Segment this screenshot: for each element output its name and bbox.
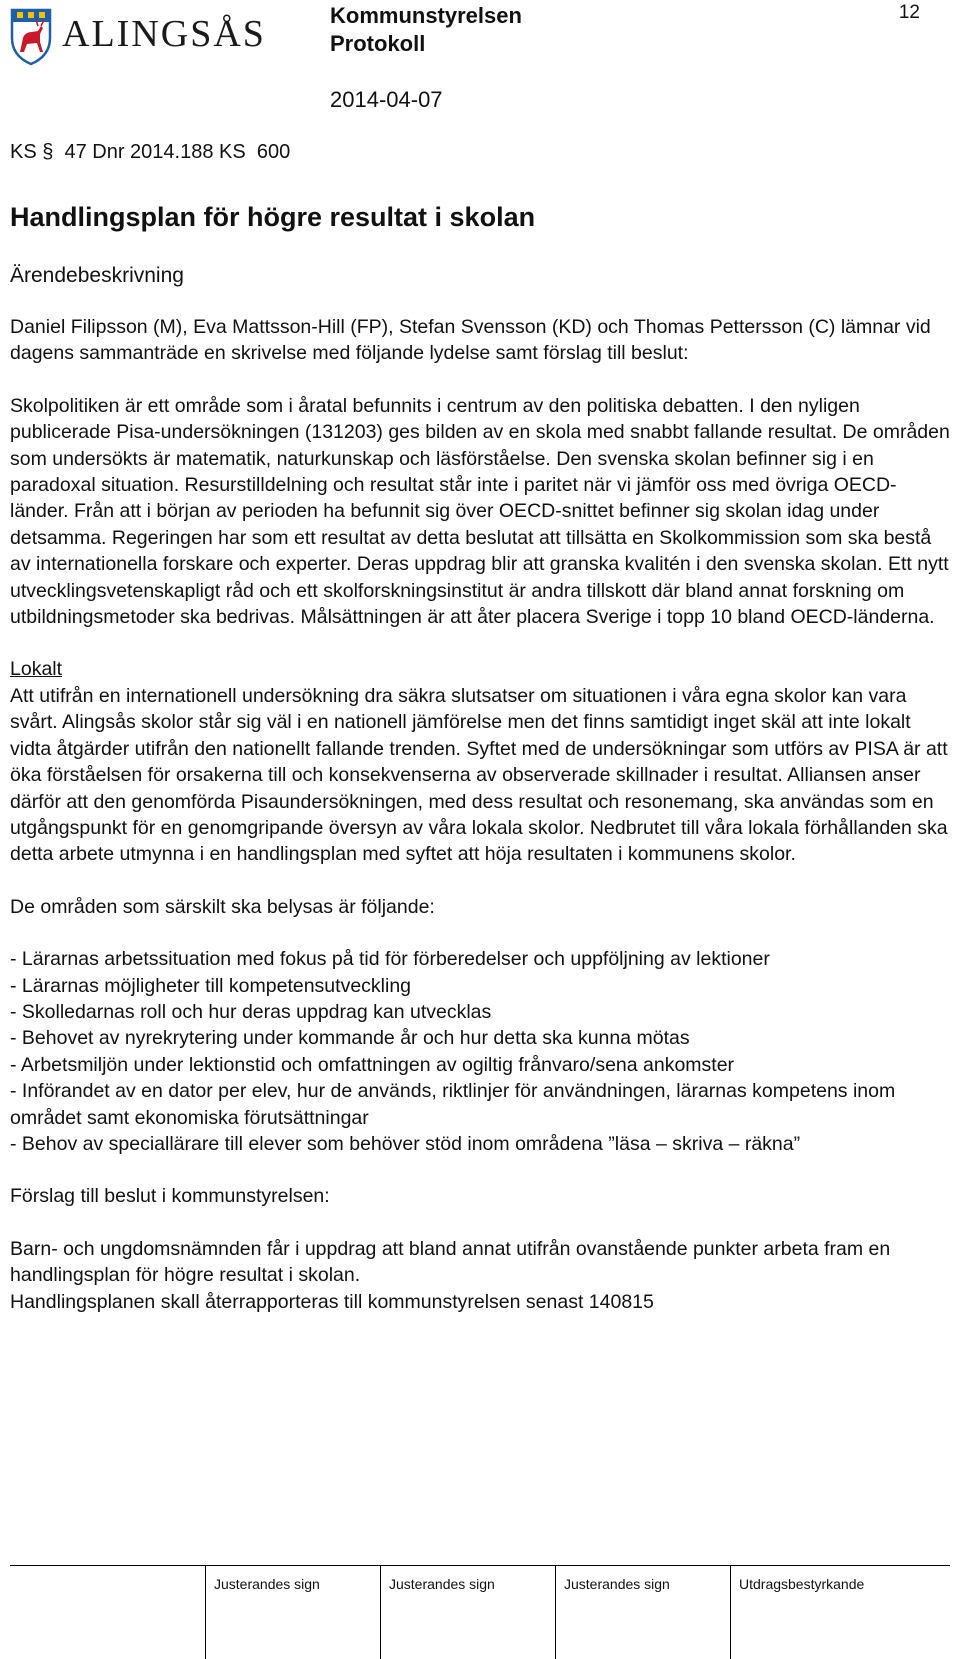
list-item: - Skolledarnas roll och hur deras uppdrag kan utvecklas — [10, 1000, 492, 1023]
section-heading: Ärendebeskrivning — [10, 264, 184, 287]
background-paragraph: Skolpolitiken är ett område som i åratal befunnits i centrum av den politiska debatten. I den nyligen publicerade Pisa-undersökningen (131203) ges bilden av en skola med snabbt fallande resultat. De områden som undersökts är matematik, naturkunskap och läsförståelse. Den svenska skolan befinner sig i en paradoxal situation. Resurstilldelning och resultat står inte i paritet när vi jämför oss med övriga OECD-länder. Från att i början av perioden ha befunnit sig över OECD-snittet befinner sig skolan idag under detsamma. Regeringen har som ett resultat av detta beslutat att tillsätta en Skolkommission som ska bestå av internationella forskare och experter. Deras uppdrag blir att granska kvalitén i den svenska skolan. Ett nytt utvecklingsvetenskapligt råd och ett skolforskningsinstitut är andra tillskott där bland annat forskning om utbildningsmetoder ska bedrivas. Målsättningen är att åter placera Sverige i topp 10 bland OECD-länderna. — [10, 394, 950, 629]
organization-name: Kommunstyrelsen — [330, 3, 522, 28]
signature-label: Justerandes sign — [564, 1576, 670, 1592]
meeting-date: 2014-04-07 — [330, 87, 443, 112]
municipality-logo — [8, 4, 298, 68]
areas-intro: De områden som särskilt ska belysas är följande: — [10, 895, 435, 918]
list-item: - Arbetsmiljön under lektionstid och omfattningen av ogiltig frånvaro/sena ankomster — [10, 1053, 735, 1076]
certifier-label: Utdragsbestyrkande — [739, 1576, 865, 1592]
areas-list — [10, 946, 955, 1157]
document-type: Protokoll — [330, 31, 426, 56]
signature-label: Justerandes sign — [389, 1576, 495, 1592]
page-number: 12 — [898, 2, 920, 23]
list-item: - Behovet av nyrekrytering under kommande år och hur detta ska kunna mötas — [10, 1027, 690, 1050]
proposal-paragraph: Barn- och ungdomsnämnden får i uppdrag att bland annat utifrån ovanstående punkter arbeta fram en handlingsplan för högre resultat i skolan. — [10, 1237, 891, 1287]
document-body — [10, 314, 955, 1315]
coat-of-arms-icon — [8, 4, 298, 68]
list-item: - Lärarnas möjligheter till kompetensutveckling — [10, 974, 412, 997]
document-title: Handlingsplan för högre resultat i skolan — [10, 202, 536, 232]
list-item: - Behov av speciallärare till elever som behöver stöd inom områdena ”läsa – skriva – räkna” — [10, 1132, 801, 1155]
list-item: - Lärarnas arbetssituation med fokus på tid för förberedelser och uppföljning av lektioner — [10, 948, 770, 971]
signature-box-1 — [205, 1565, 381, 1659]
report-paragraph: Handlingsplanen skall återrapporteras till kommunstyrelsen senast 140815 — [10, 1290, 654, 1313]
logo-wordmark: ALINGSÅS — [62, 13, 266, 55]
list-item: - Införandet av en dator per elev, hur de används, riktlinjer för användningen, lärarnas kompetens inom området samt ekonomiska förutsättningar — [10, 1080, 896, 1129]
intro-paragraph: Daniel Filipsson (M), Eva Mattsson-Hill (FP), Stefan Svensson (KD) och Thomas Pettersson (C) lämnar vid dagens sammanträde en skrivelse med följande lydelse samt förslag till beslut: — [10, 316, 931, 365]
certifier-box — [730, 1565, 951, 1659]
local-paragraph: Att utifrån en internationell undersökning dra säkra slutsatser om situationen i våra egna skolor kan vara svårt. Alingsås skolor står sig väl i en nationell jämförelse men det finns samtidigt inget skäl att inte lokalt vidta åtgärder utifrån den nationellt fallande trenden. Syftet med de undersökningar som utförs av PISA är att öka förståelsen för orsakerna till och konsekvenserna av observerade skillnader i resultat. Alliansen anser därför att den genomförda Pisaundersökningen, med dess resultat och resonemang, ska användas som en utgångspunkt för en genomgripande översyn av våra lokala skolor. Nedbrutet till våra lokala förhållanden ska detta arbete utmynna i en handlingsplan med syftet att höja resultaten i kommunens skolor. — [10, 684, 948, 866]
case-reference: KS § 47 Dnr 2014.188 KS 600 — [10, 141, 291, 163]
signature-box-2 — [380, 1565, 556, 1659]
signature-label: Justerandes sign — [214, 1576, 320, 1592]
local-heading: Lokalt — [10, 658, 63, 681]
signature-box-3 — [555, 1565, 731, 1659]
proposal-heading: Förslag till beslut i kommunstyrelsen: — [10, 1185, 330, 1208]
